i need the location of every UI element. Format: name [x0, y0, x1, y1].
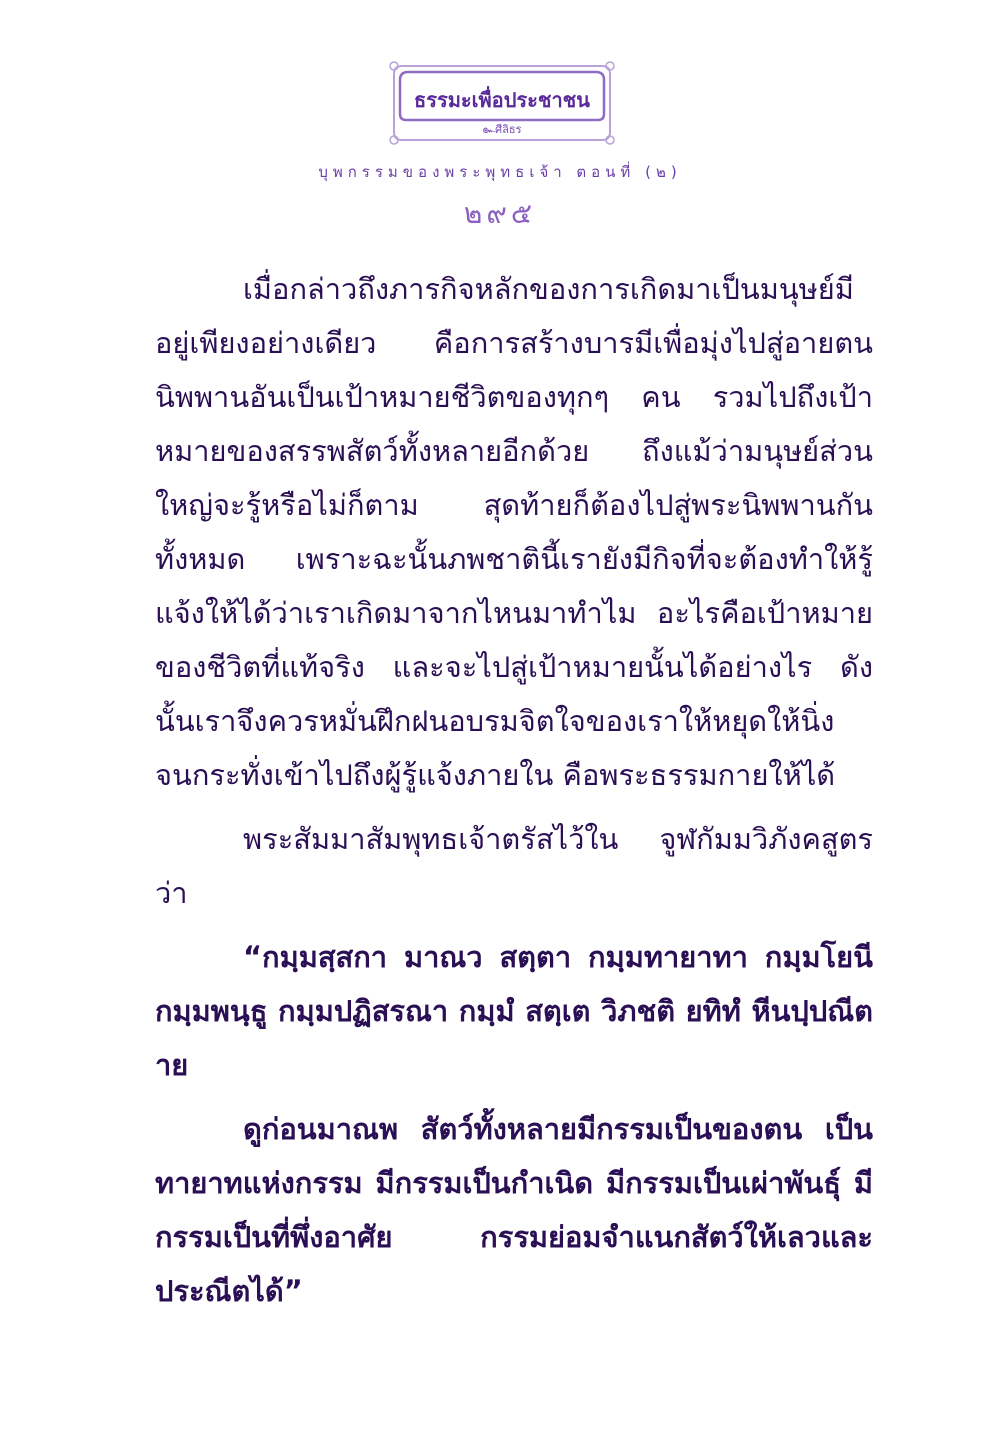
body-text [155, 262, 873, 1318]
page-number: ๒๙๕ [463, 197, 537, 230]
paragraph-intro: เมื่อกล่าวถึงภารกิจหลักของการเกิดมาเป็นมนุษย์มีอยู่เพียงอย่างเดียว คือการสร้างบารมีเพื่อมุ่งไปสู่อายตนนิพพานอันเป็นเป้าหมายชีวิตของทุกๆ คน รวมไปถึงเป้าหมายของสรรพสัตว์ทั้งหลายอีกด้วย ถึงแม้ว่ามนุษย์ส่วนใหญ่จะรู้หรือไม่ก็ตาม สุดท้ายก็ต้องไปสู่พระนิพพานกันทั้งหมด เพราะฉะนั้นภพชาตินี้เรายังมีกิจที่จะต้องทำให้รู้แจ้งให้ได้ว่าเราเกิดมาจากไหนมาทำไม อะไรคือเป้าหมายของชีวิตที่แท้จริง และจะไปสู่เป้าหมายนั้นได้อย่างไร ดังนั้นเราจึงควรหมั่นฝึกฝนอบรมจิตใจของเราให้หยุดให้นิ่ง จนกระทั่งเข้าไปถึงผู้รู้แจ้งภายใน คือพระธรรมกายให้ได้ [155, 272, 873, 792]
logo [388, 60, 616, 146]
running-head: บุพกรรมของพระพุทธเจ้า ตอนที่ (๒) [318, 163, 682, 181]
logo-subtitle: ๛ศีลิธร [482, 123, 522, 136]
thai-translation-quote: ดูก่อนมาณพ สัตว์ทั้งหลายมีกรรมเป็นของตน เป็นทายาทแห่งกรรม มีกรรมเป็นกำเนิด มีกรรมเป็นเผ่าพันธุ์ มีกรรมเป็นที่พึ่งอาศัย กรรมย่อมจำแนกสัตว์ให้เลวและประณีตได้” [155, 1112, 873, 1308]
paragraph-sutta-reference: พระสัมมาสัมพุทธเจ้าตรัสไว้ใน จูฬกัมมวิภังคสูตร ว่า [155, 822, 873, 910]
logo-title: ธรรมะเพื่อประชาชน [414, 88, 590, 112]
pali-quote: “กมฺมสฺสกา มาณว สตฺตา กมฺมทายาทา กมฺมโยนี กมฺมพนฺธู กมฺมปฏิสรณา กมฺมํ สตฺเต วิภชติ ยทิทํ หีนปฺปณีตาย [155, 940, 873, 1082]
